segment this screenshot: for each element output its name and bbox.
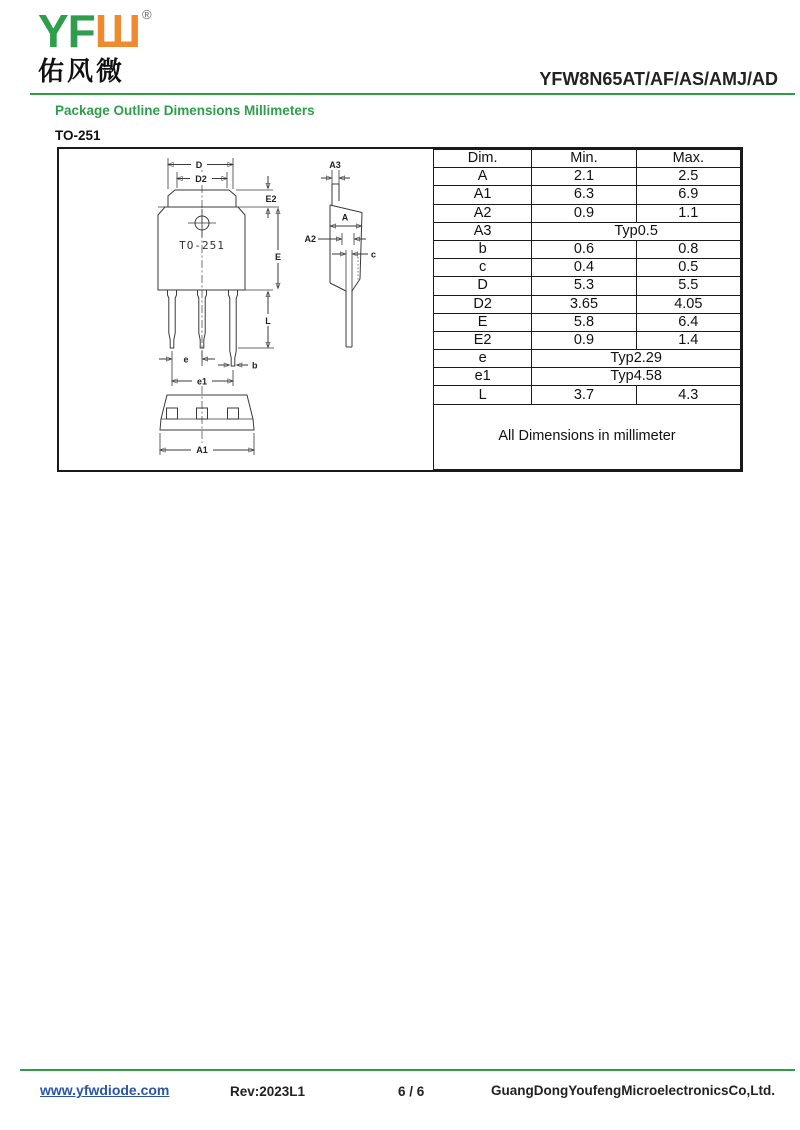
table-row [434, 313, 741, 331]
dim-label-A2: A2 [304, 234, 316, 244]
table-row [434, 295, 741, 313]
dimensions-note: All Dimensions in millimeter [434, 404, 741, 469]
dim-label-L: L [265, 316, 271, 326]
table-note-row [434, 404, 741, 469]
dim-label-b: b [252, 360, 258, 371]
dim-cell: L [434, 386, 532, 404]
table-row [434, 222, 741, 240]
dim-cell: b [434, 240, 532, 258]
dim-cell: E [434, 313, 532, 331]
typ-cell: Typ2.29 [532, 350, 741, 368]
table-row [434, 204, 741, 222]
dimensions-table-wrap [433, 149, 741, 470]
dim-label-c: c [371, 249, 377, 260]
dim-cell: A3 [434, 222, 532, 240]
drawing-package-label: TO-251 [179, 239, 225, 252]
table-row [434, 186, 741, 204]
bottom-view [160, 386, 254, 455]
dim-label-D: D [195, 160, 203, 170]
column-header: Dim. [434, 150, 532, 168]
min-cell: 0.9 [532, 331, 636, 349]
registered-trademark-icon: ® [142, 7, 151, 22]
logo-wordmark [38, 5, 151, 57]
max-cell: 0.8 [636, 240, 740, 258]
website-link[interactable]: www.yfwdiode.com [40, 1082, 170, 1098]
min-cell: 3.7 [532, 386, 636, 404]
dim-cell: A [434, 168, 532, 186]
min-cell: 2.1 [532, 168, 636, 186]
max-cell: 2.5 [636, 168, 740, 186]
dim-cell: E2 [434, 331, 532, 349]
min-cell: 0.6 [532, 240, 636, 258]
part-number-title: YFW8N65AT/AF/AS/AMJ/AD [539, 69, 778, 89]
table-row [434, 350, 741, 368]
table-row [434, 331, 741, 349]
max-cell: 4.05 [636, 295, 740, 313]
dim-label-E2: E2 [265, 194, 277, 204]
company-logo [38, 5, 151, 86]
dim-label-e: e [183, 354, 189, 365]
package-outline-box [57, 147, 743, 472]
dim-cell: A2 [434, 204, 532, 222]
column-header: Max. [636, 150, 740, 168]
dim-cell: D [434, 277, 532, 295]
min-cell: 3.65 [532, 295, 636, 313]
typ-cell: Typ4.58 [532, 368, 741, 386]
side-view [304, 160, 376, 347]
package-name-heading: TO-251 [55, 128, 101, 143]
header-divider [30, 93, 795, 95]
min-cell: 5.3 [532, 277, 636, 295]
max-cell: 6.4 [636, 313, 740, 331]
max-cell: 0.5 [636, 259, 740, 277]
table-header-row [434, 150, 741, 168]
section-title: Package Outline Dimensions Millimeters [55, 103, 315, 118]
revision-label: Rev:2023L1 [230, 1084, 306, 1099]
dim-cell: e [434, 350, 532, 368]
front-view [158, 158, 285, 387]
table-row [434, 168, 741, 186]
dimensions-table-body [434, 150, 741, 470]
logo-w-icon: Ш [94, 5, 141, 57]
min-cell: 6.3 [532, 186, 636, 204]
package-drawing [59, 149, 433, 470]
table-row [434, 277, 741, 295]
logo-chinese-name: 佑风微 [38, 56, 126, 86]
dim-label-e1: e1 [196, 376, 208, 387]
column-header: Min. [532, 150, 636, 168]
min-cell: 0.4 [532, 259, 636, 277]
dim-label-E: E [274, 252, 282, 262]
dim-label-A1: A1 [196, 445, 208, 455]
max-cell: 6.9 [636, 186, 740, 204]
dim-cell: c [434, 259, 532, 277]
typ-cell: Typ0.5 [532, 222, 741, 240]
max-cell: 1.1 [636, 204, 740, 222]
dim-cell: e1 [434, 368, 532, 386]
logo-yf: YF [38, 5, 95, 57]
dim-label-D2: D2 [195, 174, 207, 184]
min-cell: 5.8 [532, 313, 636, 331]
max-cell: 4.3 [636, 386, 740, 404]
dim-cell: A1 [434, 186, 532, 204]
max-cell: 1.4 [636, 331, 740, 349]
table-row [434, 368, 741, 386]
table-row [434, 259, 741, 277]
min-cell: 0.9 [532, 204, 636, 222]
footer-divider [20, 1069, 795, 1071]
table-row [434, 240, 741, 258]
max-cell: 5.5 [636, 277, 740, 295]
dim-cell: D2 [434, 295, 532, 313]
company-name: GuangDongYoufengMicroelectronicsCo,Ltd. [491, 1083, 776, 1098]
table-row [434, 386, 741, 404]
dim-label-A: A [341, 212, 349, 223]
dim-label-A3: A3 [329, 160, 341, 170]
dimensions-table [433, 149, 741, 470]
page-number: 6 / 6 [398, 1084, 425, 1099]
